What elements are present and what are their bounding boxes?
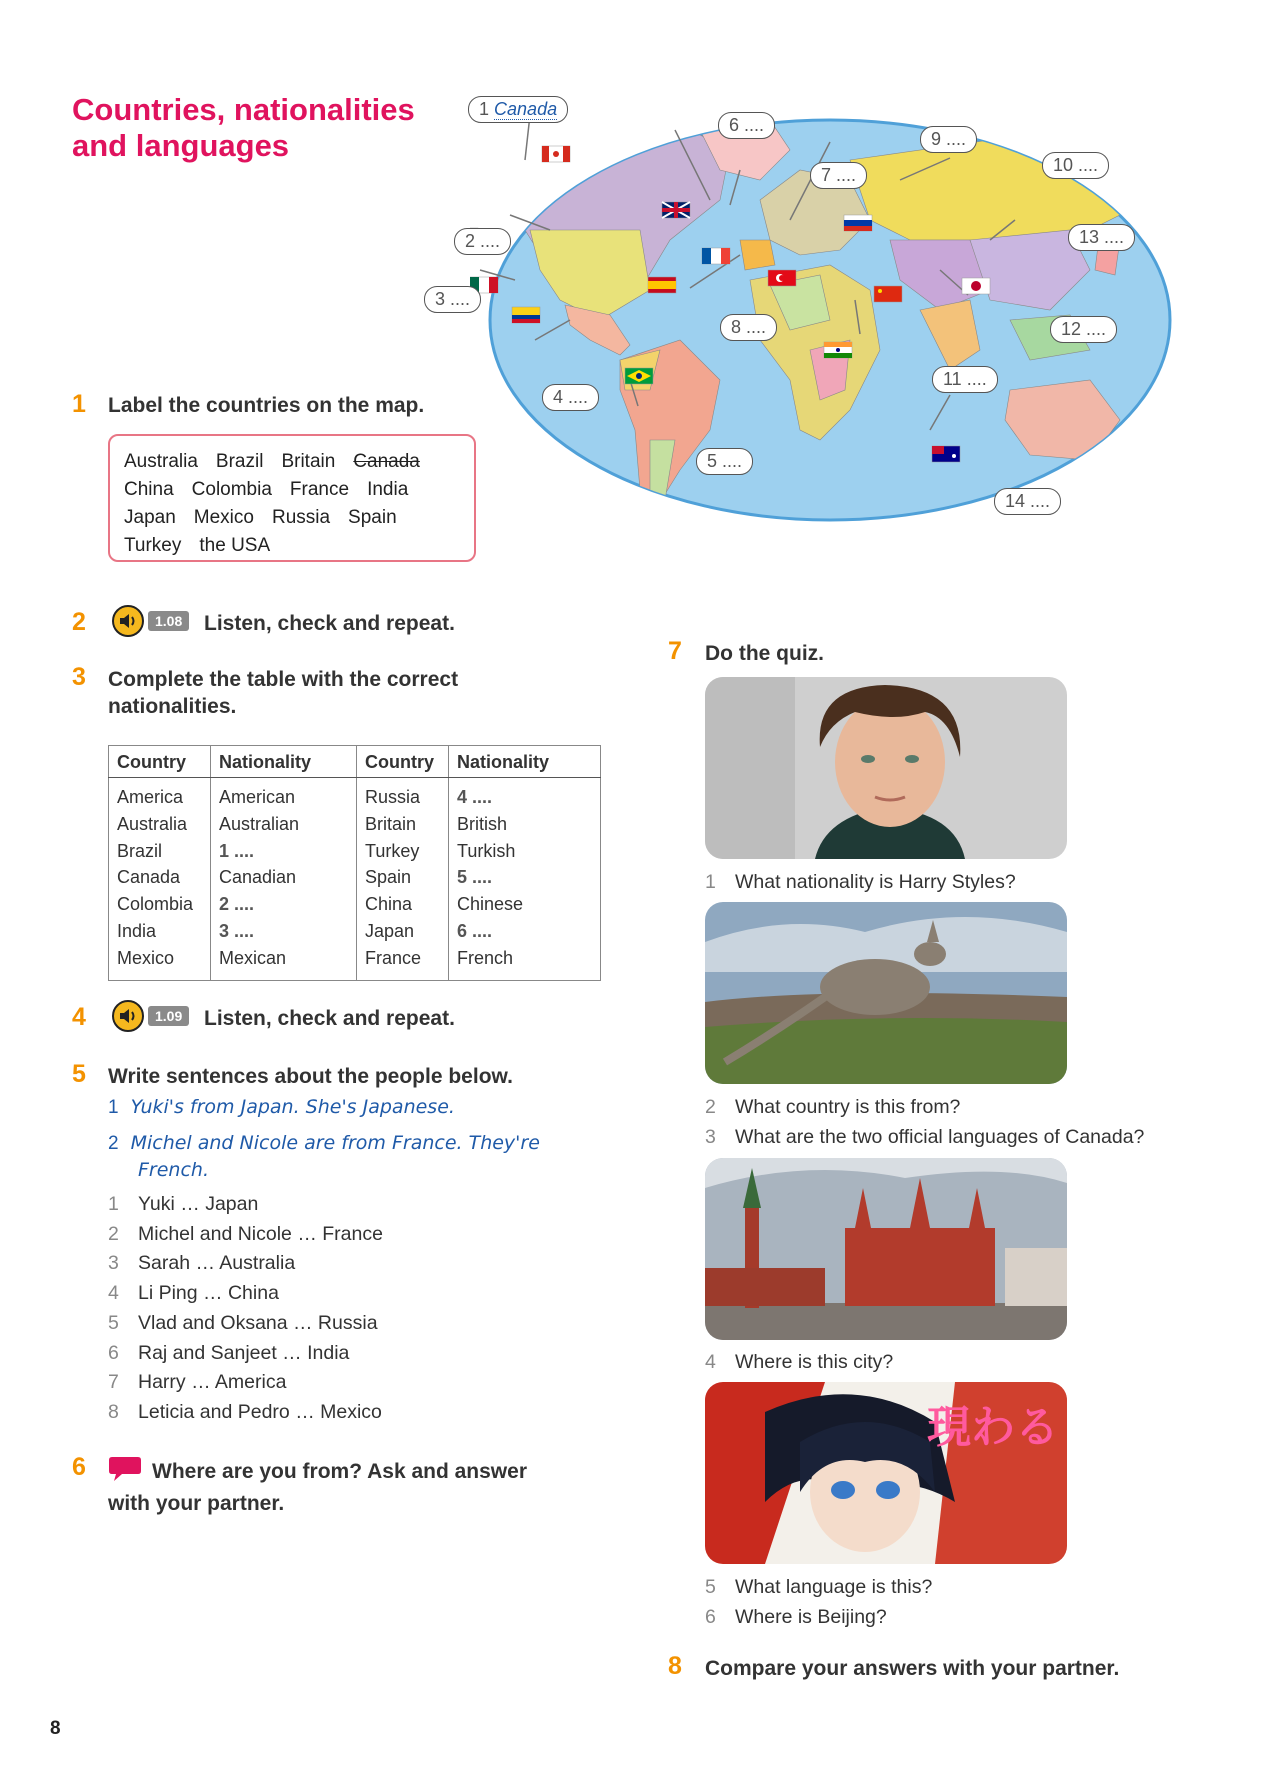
- speaker-icon: [112, 605, 144, 637]
- list-item: 4 Li Ping … China: [108, 1282, 279, 1305]
- map-label-1[interactable]: 1 Canada: [468, 96, 568, 123]
- page-title: [72, 92, 492, 164]
- exercise-3-instruction: Complete the table with the correct nationalities.: [108, 668, 459, 718]
- title-line-2: and languages: [72, 128, 290, 163]
- exercise-1-number: 1: [72, 390, 86, 418]
- list-item: 2 Michel and Nicole … France: [108, 1222, 383, 1245]
- people-list: [108, 1190, 383, 1428]
- audio-track-1-09[interactable]: [112, 1000, 189, 1032]
- exercise-2-instruction: Listen, check and repeat.: [204, 612, 455, 635]
- example-sentence-1: 1 Yuki's from Japan. She's Japanese.: [108, 1096, 455, 1118]
- table-header: Country: [109, 746, 211, 778]
- example-sentence-2: 2 Michel and Nicole are from France. They're French.: [108, 1132, 540, 1181]
- photo-kangaroo: [705, 902, 1067, 1084]
- map-label-3[interactable]: 3 ....: [424, 286, 481, 313]
- track-number: 1.09: [148, 1006, 189, 1026]
- map-label-8[interactable]: 8 ....: [720, 314, 777, 341]
- exercise-2-number: 2: [72, 608, 86, 636]
- exercise-7-instruction: Do the quiz.: [705, 642, 824, 665]
- quiz-questions-5-6: [705, 1573, 932, 1632]
- list-item: 5 Vlad and Oksana … Russia: [108, 1311, 378, 1334]
- table-column-country: America Australia Brazil Canada Colombia India Mexico: [109, 778, 211, 981]
- table-column-nationality: 4 .... British Turkish 5 .... Chinese 6 .... French: [449, 778, 601, 981]
- map-label-10[interactable]: 10 ....: [1042, 152, 1109, 179]
- manga-title-text: 現わる: [927, 1402, 1059, 1453]
- title-line-1: Countries, nationalities: [72, 92, 415, 127]
- map-label-6[interactable]: 6 ....: [718, 112, 775, 139]
- exercise-7-number: 7: [668, 637, 682, 665]
- quiz-question-5: 5 What language is this?: [705, 1576, 933, 1598]
- speaker-icon: [112, 1000, 144, 1032]
- table-column-nationality: American Australian 1 .... Canadian 2 .... 3 .... Mexican: [211, 778, 357, 981]
- quiz-question-3: 3 What are the two official languages of Canada?: [705, 1125, 1145, 1148]
- list-item: 1 Yuki … Japan: [108, 1193, 259, 1215]
- map-label-11[interactable]: 11 ....: [932, 366, 998, 393]
- gap-1[interactable]: 1 ....: [219, 840, 255, 861]
- map-label-13[interactable]: 13 ....: [1068, 224, 1135, 251]
- quiz-question-1: 1 What nationality is Harry Styles?: [705, 871, 1016, 893]
- gap-3[interactable]: 3 ....: [219, 920, 255, 941]
- exercise-6-number: 6: [72, 1453, 86, 1481]
- gap-4[interactable]: 4 ....: [457, 787, 493, 807]
- table-header: Nationality: [211, 746, 357, 778]
- exercise-4-number: 4: [72, 1003, 86, 1031]
- exercise-6-instruction: Where are you from? Ask and answer with your partner.: [108, 1455, 527, 1517]
- map-label-12[interactable]: 12 ....: [1050, 316, 1117, 343]
- audio-track-1-08[interactable]: [112, 605, 189, 637]
- quiz-question-2: 2 What country is this from?: [705, 1096, 961, 1118]
- quiz-questions-2-3: [705, 1093, 1144, 1152]
- table-header: Country: [357, 746, 449, 778]
- exercise-5-instruction: Write sentences about the people below.: [108, 1065, 513, 1088]
- list-item: 3 Sarah … Australia: [108, 1252, 296, 1275]
- map-answer-1: Canada: [494, 99, 558, 119]
- map-label-7[interactable]: 7 ....: [810, 162, 867, 189]
- page-number: 8: [50, 1718, 61, 1739]
- map-label-2[interactable]: 2 ....: [454, 228, 511, 255]
- quiz-question-4: 4 Where is this city?: [705, 1351, 894, 1373]
- map-label-14[interactable]: 14 ....: [994, 488, 1061, 515]
- exercise-4-instruction: Listen, check and repeat.: [204, 1007, 455, 1030]
- photo-harry-styles: [705, 677, 1067, 859]
- gap-2[interactable]: 2 ....: [219, 894, 255, 915]
- exercise-1-instruction: Label the countries on the map.: [108, 394, 425, 417]
- world-map: [435, 90, 1190, 535]
- map-label-9[interactable]: 9 ....: [920, 126, 977, 153]
- exercise-8-instruction: Compare your answers with your partner.: [705, 1657, 1120, 1680]
- list-item: 7 Harry … America: [108, 1371, 287, 1394]
- exercise-5-number: 5: [72, 1060, 86, 1088]
- exercise-3-number: 3: [72, 663, 86, 691]
- table-header: Nationality: [449, 746, 601, 778]
- list-item: 6 Raj and Sanjeet … India: [108, 1341, 350, 1364]
- word-box: Australia Brazil Britain Canada China Colombia France India Japan Mexico Russia Spain Turkey the USA: [108, 434, 476, 562]
- nationality-table: [108, 745, 601, 981]
- speech-bubble-icon: [108, 1455, 142, 1490]
- gap-6[interactable]: 6 ....: [457, 920, 493, 941]
- track-number: 1.08: [148, 611, 189, 631]
- quiz-question-6: 6 Where is Beijing?: [705, 1605, 887, 1628]
- photo-moscow-red-square: [705, 1158, 1067, 1340]
- photo-manga-cover: [705, 1382, 1067, 1564]
- crossed-out-word: Canada: [353, 451, 420, 472]
- map-label-5[interactable]: 5 ....: [696, 448, 753, 475]
- list-item: 8 Leticia and Pedro … Mexico: [108, 1400, 382, 1423]
- gap-5[interactable]: 5 ....: [457, 867, 493, 888]
- table-column-country: Russia Britain Turkey Spain China Japan France: [357, 778, 449, 981]
- map-label-4[interactable]: 4 ....: [542, 384, 599, 411]
- exercise-8-number: 8: [668, 1652, 682, 1680]
